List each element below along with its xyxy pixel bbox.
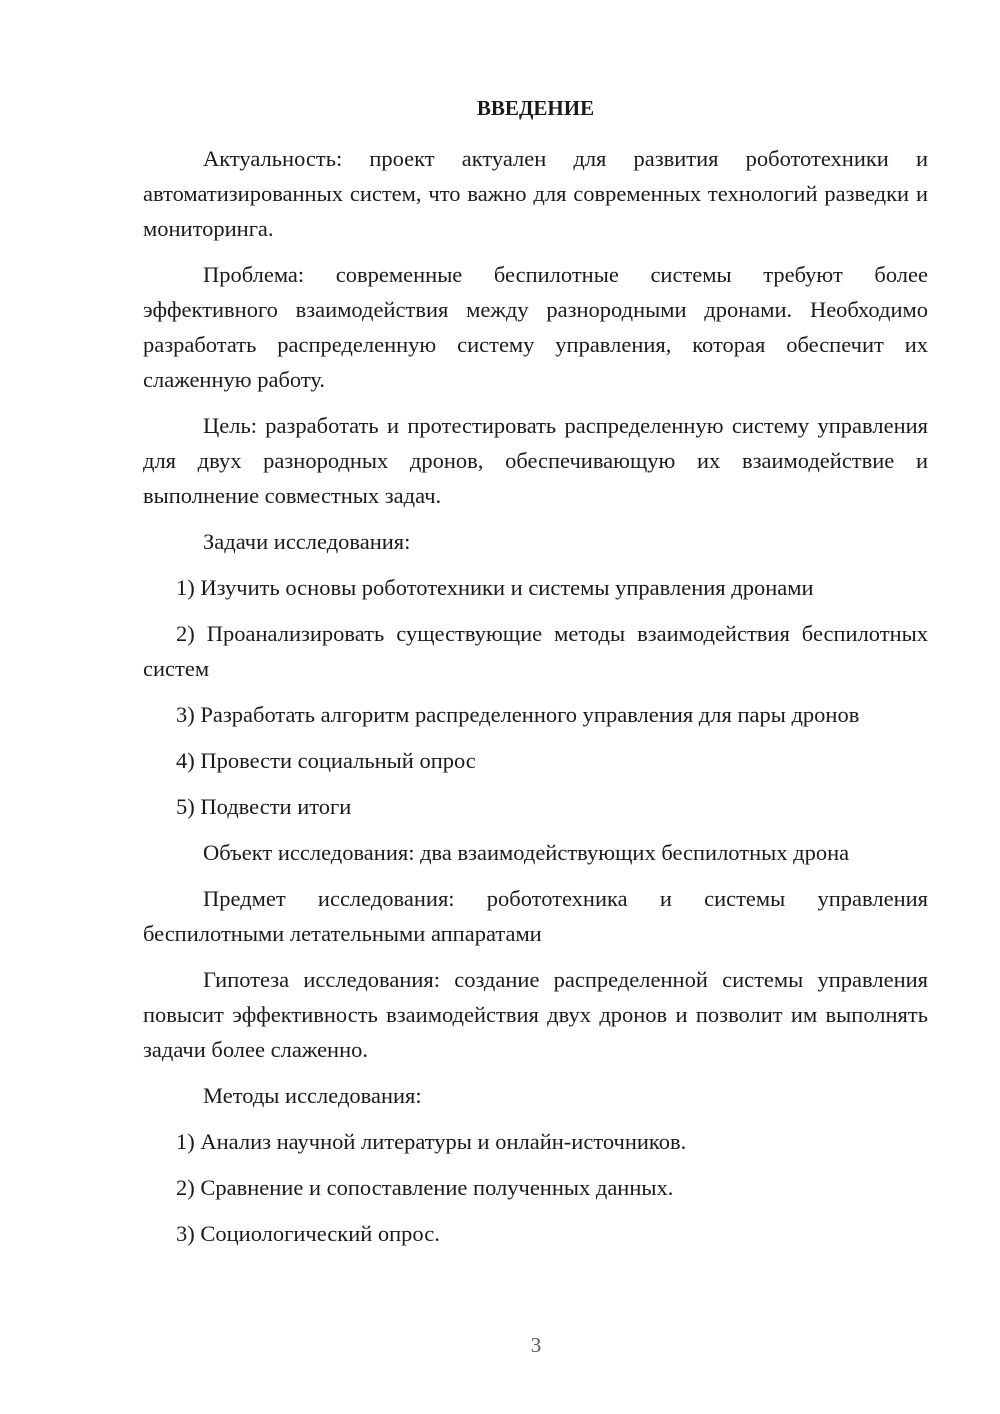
task-item: 2) Проанализировать существующие методы взаимодействия беспилотных систем [143,621,928,681]
problem-paragraph: Проблема: современные беспилотные системы требуют более эффективного взаимодействия между разнородными дронами. Необходимо разработать распределенную систему управления, которая обеспечит их слаженную работу. [143,262,928,392]
section-title: ВВЕДЕНИЕ [476,96,595,120]
subject-paragraph: Предмет исследования: робототехника и системы управления беспилотными летательными аппаратами [143,886,928,946]
tasks-label: Задачи исследования: [203,529,411,554]
object-paragraph: Объект исследования: два взаимодействующих беспилотных дрона [203,840,850,865]
task-item: 4) Провести социальный опрос [176,748,476,773]
method-item: 1) Анализ научной литературы и онлайн-источников. [176,1129,687,1154]
goal-paragraph: Цель: разработать и протестировать распределенную систему управления для двух разнородных дронов, обеспечивающую их взаимодействие и выполнение совместных задач. [143,413,928,508]
methods-label: Методы исследования: [203,1083,422,1108]
method-item: 2) Сравнение и сопоставление полученных данных. [176,1175,674,1200]
task-item: 1) Изучить основы робототехники и системы управления дронами [176,575,814,600]
hypothesis-paragraph: Гипотеза исследования: создание распределенной системы управления повысит эффективность взаимодействия двух дронов и позволит им выполнять задачи более слаженно. [143,967,928,1062]
document-page [143,93,928,1262]
relevance-paragraph: Актуальность: проект актуален для развития робототехники и автоматизированных систем, что важно для современных технологий разведки и мониторинга. [143,146,928,241]
page-number: 3 [530,1333,542,1357]
method-item: 3) Социологический опрос. [176,1221,440,1246]
task-item: 3) Разработать алгоритм распределенного управления для пары дронов [176,702,860,727]
task-item: 5) Подвести итоги [176,794,352,819]
